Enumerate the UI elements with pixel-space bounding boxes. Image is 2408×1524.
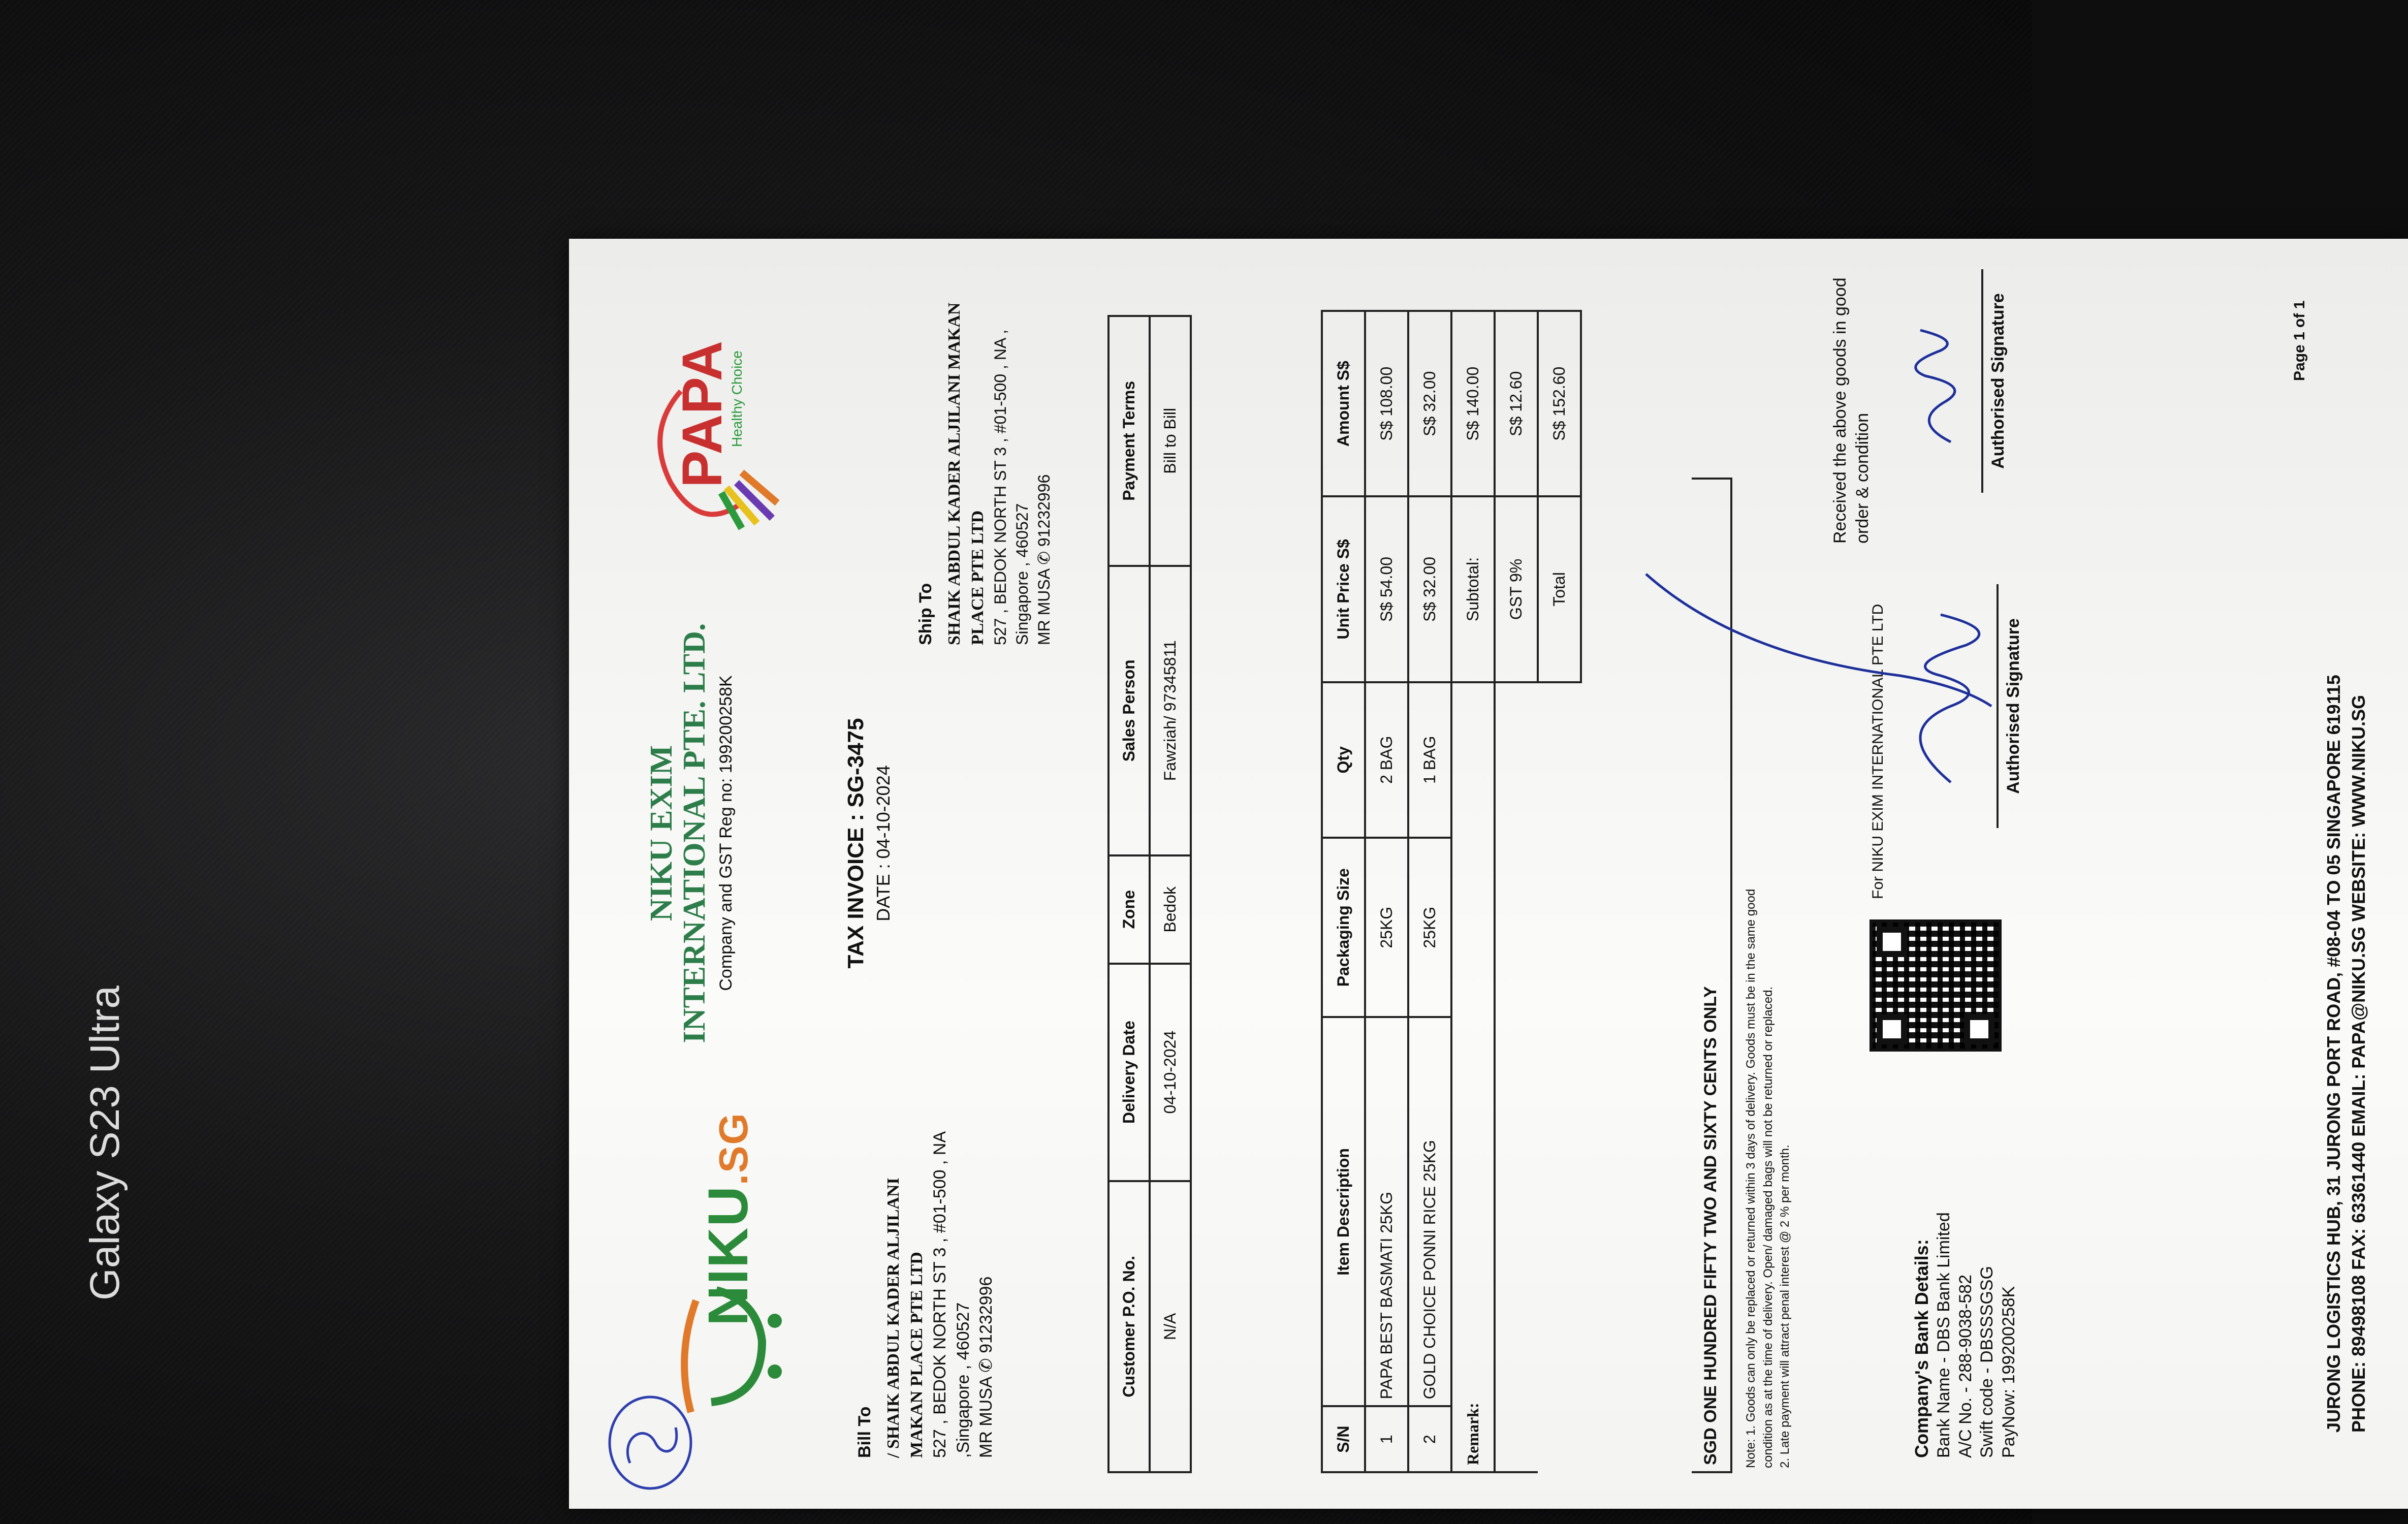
handwritten-signature — [1636, 503, 2022, 859]
meta-header-row — [1108, 316, 1150, 1472]
bank-account: A/C No. - 288-9038-582 — [1955, 1275, 1975, 1458]
items-header: Item Description — [1322, 1017, 1365, 1406]
item-qty: 1 BAG — [1408, 682, 1451, 838]
qr-finder — [1877, 1014, 1907, 1044]
bill-to-contact-name: MR MUSA — [976, 1377, 996, 1458]
remark-label: Remark: — [1451, 682, 1495, 1472]
ship-to-block — [914, 290, 1055, 645]
ship-to-contact-name: MR MUSA — [1035, 569, 1054, 645]
item-sn: 2 — [1408, 1406, 1451, 1472]
meta-value: 04-10-2024 — [1150, 964, 1191, 1181]
qr-finder — [1964, 1014, 1994, 1044]
meta-value: N/A — [1150, 1181, 1191, 1472]
meta-value: Fawziah/ 97345811 — [1150, 566, 1191, 855]
subtotal-label: Subtotal: — [1451, 496, 1495, 682]
meta-value: Bill to Bill — [1150, 316, 1191, 566]
table-row — [1365, 311, 1408, 1472]
bank-swift: Swift code - DBSSSGSG — [1977, 1266, 1997, 1458]
note-line3: 2. Late payment will attract penal interest @ 2 % per month. — [1778, 1145, 1792, 1468]
company-name-line2: INTERNATIONAL PTE. LTD. — [677, 623, 712, 1043]
gst-value: S$ 12.60 — [1495, 311, 1538, 496]
company-header — [645, 605, 736, 1062]
meta-header: Zone — [1108, 855, 1150, 964]
bank-details — [1910, 1092, 2019, 1458]
meta-header: Sales Person — [1108, 566, 1150, 855]
item-description: GOLD CHOICE PONNI RICE 25KG — [1408, 1017, 1451, 1406]
meta-value-row — [1150, 316, 1191, 1472]
meta-header: Payment Terms — [1108, 316, 1150, 566]
item-qty: 2 BAG — [1365, 682, 1408, 838]
items-header: S/N — [1322, 1406, 1365, 1472]
subtotal-row — [1451, 311, 1495, 1472]
note-line1: Note: 1. Goods can only be replaced or returned within 3 days of delivery. Goods must be in the same good — [1744, 888, 1758, 1468]
papa-logo-icon — [640, 330, 782, 544]
bill-to-block — [853, 1041, 998, 1458]
blank-cell — [1538, 682, 1581, 1472]
footer-address — [2322, 264, 2371, 1433]
items-header: Unit Price S$ — [1322, 496, 1365, 682]
bill-to-contact — [975, 1041, 998, 1458]
gst-label: GST 9% — [1495, 496, 1538, 682]
meta-header: Customer P.O. No. — [1108, 1181, 1150, 1472]
invoice-paper — [569, 239, 2408, 1509]
bank-name: Bank Name - DBS Bank Limited — [1934, 1212, 1953, 1458]
signature-company: For NIKU EXIM INTERNATIONAL PTE LTD — [1870, 604, 1886, 899]
invoice-title-block — [843, 660, 894, 1026]
amount-in-words: SGD ONE HUNDRED FIFTY TWO AND SIXTY CENTS ONLY — [1692, 478, 1732, 1473]
gst-row — [1495, 311, 1538, 1472]
meta-value: Bedok — [1150, 855, 1191, 964]
order-meta-table — [1107, 315, 1192, 1473]
bank-paynow: PayNow: 199200258K — [1999, 1286, 2018, 1458]
bill-to-name-line2: MAKAN PLACE PTE LTD — [907, 1252, 926, 1458]
total-row — [1538, 311, 1581, 1472]
ship-to-name-line1: SHAIK ABDUL KADER ALJILANI MAKAN — [944, 302, 964, 645]
camera-watermark: Galaxy S23 Ultra — [82, 986, 128, 1300]
niku-logo-text — [696, 1112, 761, 1326]
qr-code-icon — [1870, 919, 2002, 1052]
bill-to-address-line2: ,Singapore , 460527 — [953, 1302, 973, 1458]
items-table — [1321, 310, 1582, 1473]
item-packaging: 25KG — [1408, 838, 1451, 1018]
items-header: Qty — [1322, 682, 1365, 838]
customer-signature — [1890, 320, 1976, 452]
received-statement: Received the above goods in good order & condition — [1830, 277, 1873, 544]
ship-to-contact-phone: 91232996 — [1035, 474, 1054, 547]
page-number: Page 1 of 1 — [2291, 300, 2308, 381]
authorised-signature-right: Authorised Signature — [1981, 269, 2008, 493]
ship-to-name-line2: PLACE PTE LTD — [968, 510, 987, 645]
niku-wordmark: NIKU — [697, 1185, 759, 1326]
item-sn: 1 — [1365, 1406, 1408, 1472]
company-reg: Company and GST Reg no: 199200258K — [716, 675, 736, 991]
invoice-title: TAX INVOICE : SG-3475 — [843, 718, 868, 969]
sg-wordmark: .SG — [711, 1112, 756, 1186]
item-description: PAPA BEST BASMATI 25KG — [1365, 1017, 1408, 1406]
bank-heading: Company's Bank Details: — [1911, 1239, 1932, 1458]
subtotal-value: S$ 140.00 — [1451, 311, 1495, 496]
company-name-line1: NIKU EXIM — [644, 745, 679, 922]
items-header-row — [1322, 311, 1365, 1472]
item-unit-price: S$ 54.00 — [1365, 496, 1408, 682]
papa-wordmark: PAPA — [671, 340, 734, 488]
note-line2: condition as at the time of delivery. Open/ damaged bags will not be returned or replaced. — [1761, 986, 1775, 1468]
items-header: Amount S$ — [1322, 311, 1365, 496]
blank-cell — [1495, 682, 1538, 1472]
item-amount: S$ 108.00 — [1365, 311, 1408, 496]
papa-tagline: Healthy Choice — [729, 351, 745, 447]
bill-to-contact-phone: 91232996 — [976, 1276, 996, 1353]
phone-icon: ✆ — [976, 1358, 996, 1373]
ship-to-address-line2: Singapore , 460527 — [1012, 503, 1031, 645]
table-row — [1408, 311, 1451, 1472]
bill-to-label: Bill To — [855, 1406, 874, 1458]
total-value: S$ 152.60 — [1538, 311, 1581, 496]
bill-to-address-line1: 527 , BEDOK NORTH ST 3 , #01-500 , NA — [930, 1131, 949, 1458]
footer-line1: JURONG LOGISTICS HUB, 31 JURONG PORT ROAD, #08-04 TO 05 SINGAPORE 619115 — [2323, 675, 2344, 1433]
qr-finder — [1877, 927, 1907, 957]
invoice-date: DATE : 04-10-2024 — [873, 765, 894, 922]
meta-header: Delivery Date — [1108, 964, 1150, 1181]
authorised-signature-left: Authorised Signature — [1997, 584, 2023, 828]
footer-line2: PHONE: 89498108 FAX: 63361440 EMAIL: PAPA@NIKU.SG WEBSITE: WWW.NIKU.SG — [2348, 694, 2369, 1433]
ship-to-contact — [1033, 290, 1055, 645]
ship-to-address-line1: 527 , BEDOK NORTH ST 3 , #01-500 , NA , — [991, 329, 1009, 645]
phone-icon: ✆ — [1035, 551, 1054, 565]
ship-to-label: Ship To — [916, 583, 935, 645]
item-unit-price: S$ 32.00 — [1408, 496, 1451, 682]
items-header: Packaging Size — [1322, 838, 1365, 1018]
total-label: Total — [1538, 496, 1581, 682]
item-packaging: 25KG — [1365, 838, 1408, 1018]
item-amount: S$ 32.00 — [1408, 311, 1451, 496]
bill-to-name-line1: / SHAIK ABDUL KADER ALJILANI — [883, 1178, 903, 1458]
